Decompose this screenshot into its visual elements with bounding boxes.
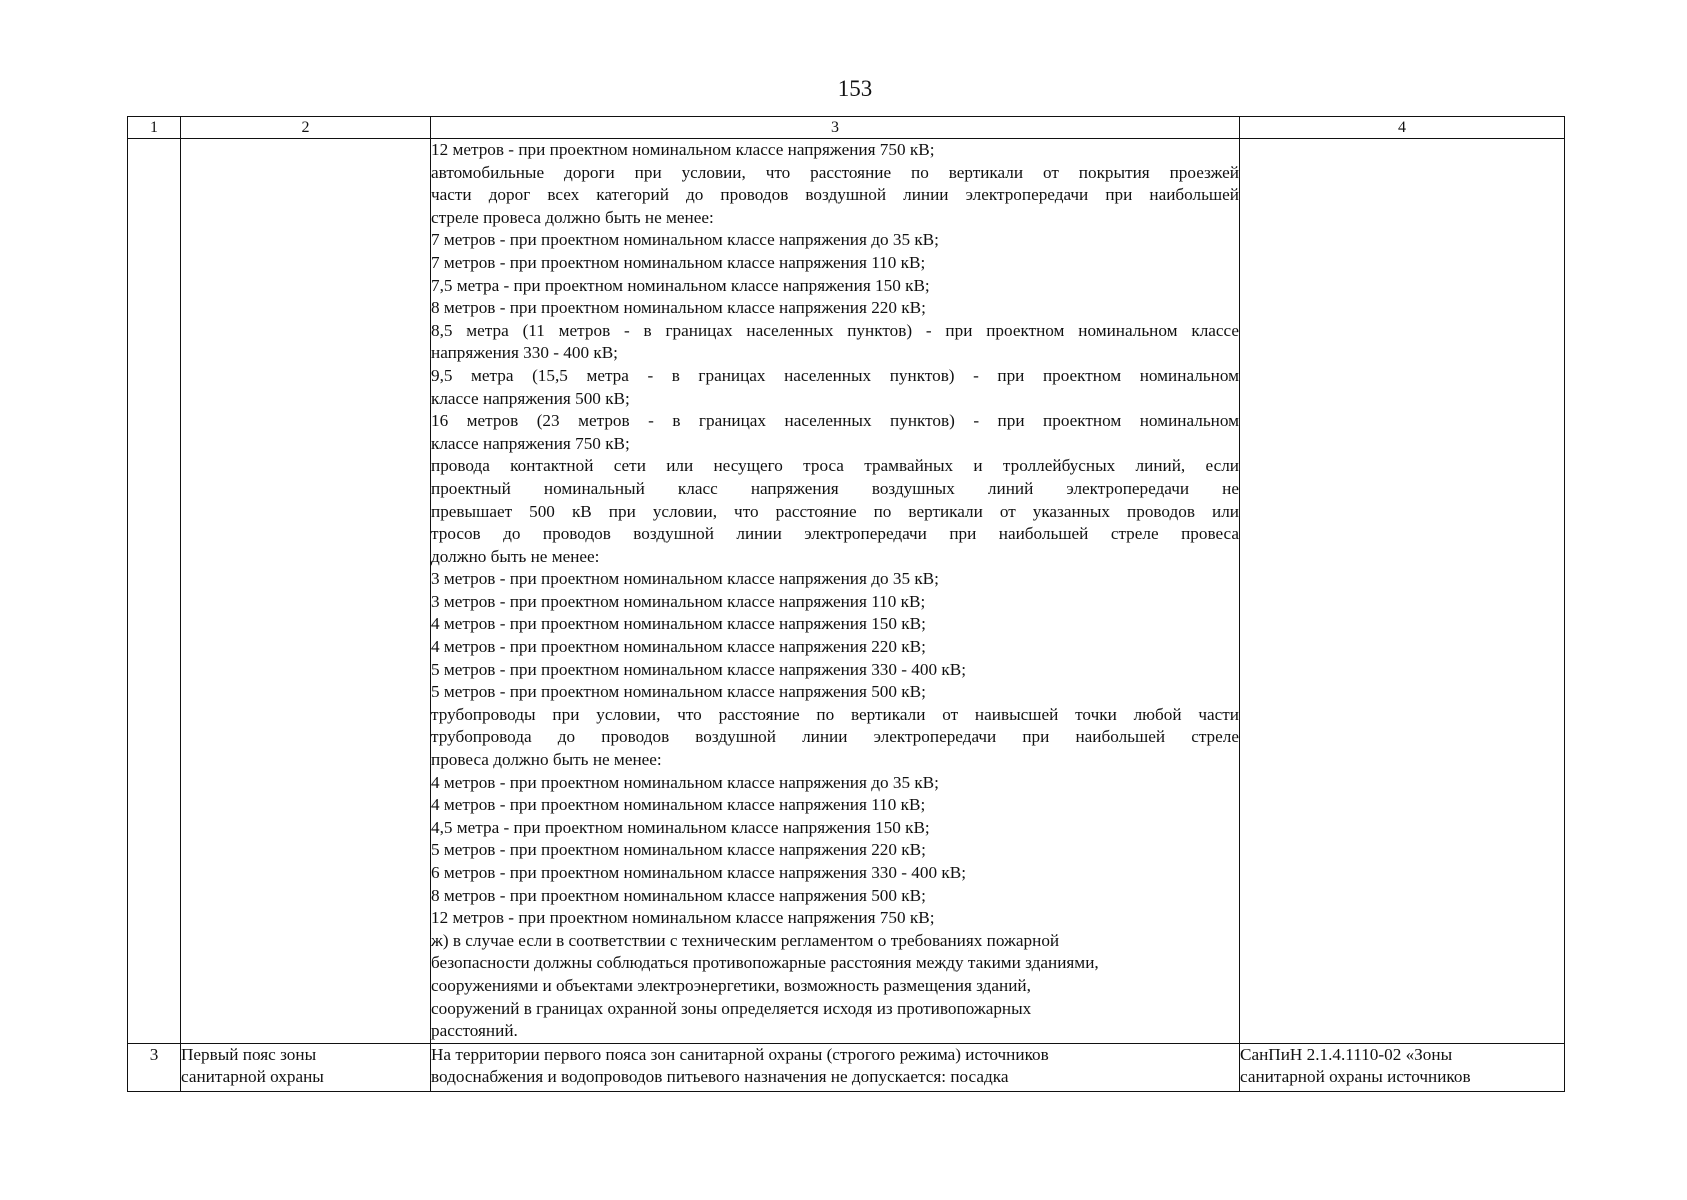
requirement-line: 7 метров - при проектном номинальном классе напряжения до 35 кВ; (431, 230, 939, 250)
requirement-line: безопасности должны соблюдаться противопожарные расстояния между такими зданиями, (431, 953, 1099, 973)
requirement-line: автомобильные дороги при условии, что расстояние по вертикали от покрытия проезжей (431, 162, 1239, 182)
requirement-line: 6 метров - при проектном номинальном классе напряжения 330 - 400 кВ; (431, 863, 966, 882)
requirement-line: части дорог всех категорий до проводов воздушной линии электропередачи при наибольшей (431, 185, 1239, 205)
requirement-line: 12 метров - при проектном номинальном классе напряжения 750 кВ; (431, 140, 935, 159)
cell-normative-reference (1240, 1043, 1565, 1091)
requirement-line: 3 метров - при проектном номинальном классе напряжения до 35 кВ; (431, 569, 939, 589)
requirement-line: 4,5 метра - при проектном номинальном классе напряжения 150 кВ; (431, 817, 930, 837)
cell-name-empty (181, 139, 431, 1044)
requirement-line: классе напряжения 750 кВ; (431, 433, 630, 453)
requirement-line: На территории первого пояса зон санитарной охраны (строгого режима) источников (431, 1044, 1049, 1064)
requirement-line: 3 метров - при проектном номинальном классе напряжения 110 кВ; (431, 591, 926, 611)
requirement-line: напряжения 330 - 400 кВ; (431, 343, 618, 363)
header-col-2: 2 (181, 117, 431, 139)
requirement-line: трубопроводы при условии, что расстояние по вертикали от наивысшей точки любой части (431, 704, 1239, 724)
reference-line: санитарной охраны источников (1240, 1067, 1471, 1087)
requirement-line: тросов до проводов воздушной линии электропередачи при наибольшей стреле провеса (431, 524, 1239, 544)
requirement-line: 4 метров - при проектном номинальном классе напряжения до 35 кВ; (431, 772, 939, 792)
requirement-line: сооружениями и объектами электроэнергетики, возможность размещения зданий, (431, 975, 1031, 995)
requirement-line: провеса должно быть не менее: (431, 750, 662, 770)
zone-name-line: Первый пояс зоны (181, 1044, 317, 1064)
requirement-line: превышает 500 кВ при условии, что расстояние по вертикали от указанных проводов или (431, 501, 1239, 521)
cell-zone-name (181, 1043, 431, 1091)
requirement-line: 5 метров - при проектном номинальном классе напряжения 330 - 400 кВ; (431, 659, 966, 679)
requirement-line: классе напряжения 500 кВ; (431, 388, 630, 408)
requirement-line: 8 метров - при проектном номинальном классе напряжения 500 кВ; (431, 885, 926, 905)
cell-zone-requirements (431, 1043, 1240, 1091)
requirement-line: 5 метров - при проектном номинальном классе напряжения 500 кВ; (431, 682, 926, 702)
requirement-line: сооружений в границах охранной зоны определяется исходя из противопожарных (431, 998, 1032, 1018)
cell-reference-empty (1240, 139, 1565, 1044)
requirement-line: провода контактной сети или несущего троса трамвайных и троллейбусных линий, если (431, 456, 1239, 476)
requirement-line: стреле провеса должно быть не менее: (431, 207, 714, 227)
table-row-continuation (128, 139, 1565, 1044)
requirement-line: 12 метров - при проектном номинальном классе напряжения 750 кВ; (431, 908, 935, 928)
cell-row-number (128, 1043, 181, 1091)
requirement-line: расстояний. (431, 1021, 518, 1041)
header-col-1: 1 (128, 117, 181, 139)
requirement-line: 8 метров - при проектном номинальном классе напряжения 220 кВ; (431, 298, 926, 318)
zone-name-line: санитарной охраны (181, 1067, 324, 1087)
cell-number-empty (128, 139, 181, 1044)
requirement-line: 5 метров - при проектном номинальном классе напряжения 220 кВ; (431, 840, 926, 860)
regulation-table (127, 116, 1565, 1092)
requirement-line: должно быть не менее: (431, 546, 600, 566)
requirement-line: 4 метров - при проектном номинальном классе напряжения 220 кВ; (431, 637, 926, 657)
page-number: 153 (837, 76, 873, 101)
requirement-line: 7,5 метра - при проектном номинальном классе напряжения 150 кВ; (431, 275, 930, 295)
requirement-line: проектный номинальный класс напряжения воздушных линий электропередачи не (431, 478, 1239, 498)
reference-line: СанПиН 2.1.4.1110-02 «Зоны (1240, 1044, 1453, 1064)
requirement-line: 4 метров - при проектном номинальном классе напряжения 110 кВ; (431, 795, 926, 815)
header-col-3: 3 (431, 117, 1240, 139)
requirement-line: 4 метров - при проектном номинальном классе напряжения 150 кВ; (431, 614, 926, 634)
table-row-3 (128, 1043, 1565, 1091)
requirement-line: 8,5 метра (11 метров - в границах населенных пунктов) - при проектном номинальном классе (431, 320, 1239, 340)
requirement-line: 7 метров - при проектном номинальном классе напряжения 110 кВ; (431, 252, 926, 272)
cell-requirements-text (431, 139, 1240, 1044)
requirement-line: водоснабжения и водопроводов питьевого назначения не допускается: посадка (431, 1067, 1009, 1087)
requirement-line: 9,5 метра (15,5 метра - в границах населенных пунктов) - при проектном номинальном (431, 365, 1239, 385)
row-number: 3 (149, 1044, 159, 1064)
table-header-row (128, 117, 1565, 139)
requirement-line: 16 метров (23 метров - в границах населенных пунктов) - при проектном номинальном (431, 411, 1239, 431)
requirement-line: трубопровода до проводов воздушной линии электропередачи при наибольшей стреле (431, 727, 1239, 747)
requirement-line: ж) в случае если в соответствии с техническим регламентом о требованиях пожарной (431, 930, 1060, 950)
header-col-4: 4 (1240, 117, 1565, 139)
